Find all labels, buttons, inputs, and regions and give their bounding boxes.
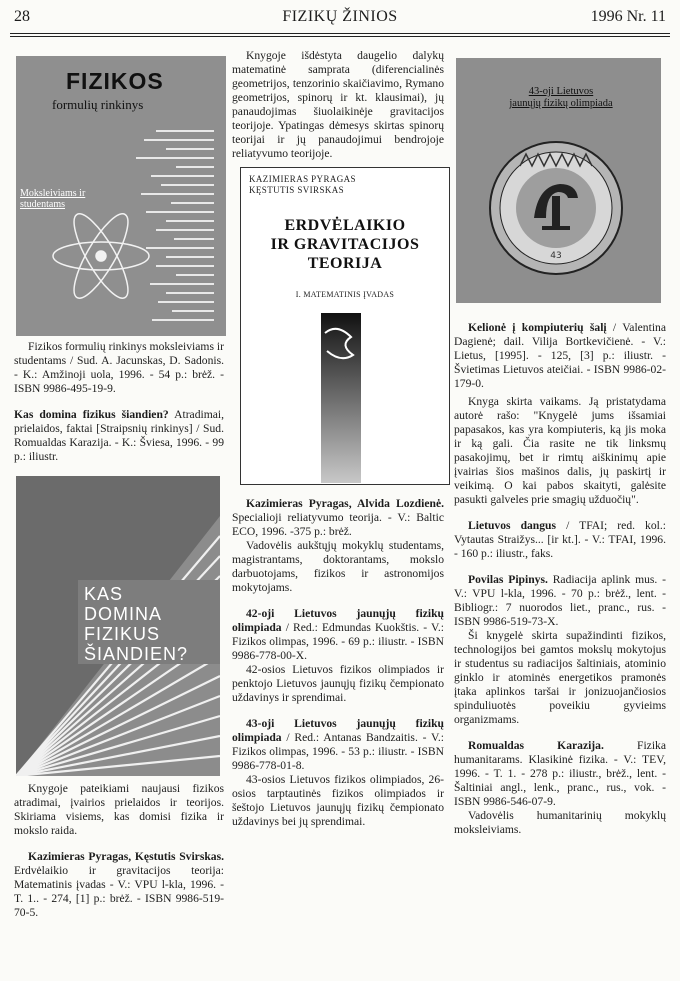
entry-details: / Valentina Dagienė; dail. Vilija Bortkevičienė. - V.: Lietus, [1995]. - 125, [3] p.: iliustr. - Švietimas Lietuvos ateičiai. - ISBN 9986-02-179-0. bbox=[454, 321, 666, 390]
entry-title: 43-oji Lietuvos jaunųjų fizikų olimpiada bbox=[232, 717, 444, 744]
entry-kelione bbox=[454, 321, 666, 391]
entry-43-olimpiada bbox=[232, 717, 444, 773]
entry-title: Lietuvos dangus bbox=[468, 519, 557, 532]
desc-42-olimpiada: 42-osios Lietuvos fizikos olimpiados ir penktojo Lietuvos jaunųjų fizikų čempionato uždavinys ir sprendimai. bbox=[232, 663, 444, 704]
cover-kas-domina bbox=[16, 476, 220, 776]
entry-karazija bbox=[454, 739, 666, 809]
column-left bbox=[14, 56, 224, 920]
entry-details: / Red.: Edmundas Kuokštis. - V.: Fizikos olimpas, 1996. - 69 p.: iliustr. - ISBN 9986-778-00-X. bbox=[232, 621, 444, 662]
page-number: 28 bbox=[14, 8, 30, 25]
entry-authors: Kazimieras Pyragas, Alvida Lozdienė. bbox=[246, 497, 444, 510]
column-right bbox=[454, 58, 666, 837]
cover-authors: KAZIMIERAS PYRAGAS KĘSTUTIS SVIRSKAS bbox=[249, 174, 356, 195]
olympiad-seal-icon bbox=[456, 58, 661, 303]
cover-art-tower bbox=[241, 303, 450, 485]
entry-fizikos-formuliu: Fizikos formulių rinkinys moksleiviams ir studentams / Sud. A. Jacunskas, D. Sadonis. - K.: Amžinoji uola, 1996. - 54 p.: brėž. - ISBN 9986-495-19-9. bbox=[14, 340, 224, 395]
entry-details: Specialioji reliatyvumo teorija. - V.: Baltic ECO, 1996. -375 p.: brėž. bbox=[232, 511, 444, 538]
cover-erdvelaikio bbox=[240, 167, 450, 485]
entry-details: / Red.: Antanas Bandzaitis. - V.: Fizikos olimpas, 1996. - 53 p.: iliustr. - ISBN 9986-778-01-8. bbox=[232, 731, 444, 772]
cover-43-olimpiada bbox=[456, 58, 661, 303]
cover-title: ERDVĖLAIKIO IR GRAVITACIJOS TEORIJA bbox=[270, 217, 420, 272]
column-middle bbox=[232, 49, 444, 829]
svg-text:43: 43 bbox=[550, 251, 562, 261]
desc-kas-domina: Knygoje pateikiami naujausi fizikos atradimai, įvairios prielaidos ir teorijos. Skiriama visiems, kas domisi fizika ir mokslo raida. bbox=[14, 782, 224, 837]
issue-label: 1996 Nr. 11 bbox=[590, 8, 666, 25]
entry-pyragas-svirskas bbox=[14, 850, 224, 920]
atom-icon bbox=[53, 207, 149, 304]
entry-title: Kas domina fizikus šiandien? bbox=[14, 408, 169, 421]
cover-title: FIZIKOS bbox=[66, 68, 164, 94]
entry-kas-domina bbox=[14, 408, 224, 464]
cover-title: 43-oji Lietuvos jaunųjų fizikų olimpiada bbox=[509, 86, 613, 109]
entry-pipinys bbox=[454, 573, 666, 629]
entry-details: Fizika humanitarams. Klasikinė fizika. - V.: TEV, 1996. - T. 1. - 278 p.: iliustr., brėž., lent. - Šaltiniai angl., lenk., pranc., rus., vok. - ISBN 9986-546-07-9. bbox=[454, 739, 666, 808]
header-rule-thin bbox=[10, 36, 670, 37]
header-rule bbox=[10, 33, 670, 34]
entry-details: / TFAI; red. kol.: Vytautas Straižys... [ir kt.]. - V.: TFAI, 1996. - 160 p.: iliustr., faks. bbox=[454, 519, 666, 560]
journal-title: FIZIKŲ ŽINIOS bbox=[282, 8, 398, 25]
entry-details: Erdvėlaikio ir gravitacijos teorija: Matematinis įvadas - V.: VPU l-kla, 1996. -T. 1.. - 274, [1] p.: brėž. - ISBN 9986-519-70-5. bbox=[14, 864, 224, 919]
entry-pyragas-lozdiene bbox=[232, 497, 444, 539]
running-header bbox=[14, 8, 666, 32]
desc-pipinys: Ši knygelė skirta supažindinti fizikos, technologijos bei gamtos mokslų mokytojus ir studentus su radiacijos šaltiniais, atominio ginklo ir atominės energetikos pramonės įtaka aplinkos taršai ir jonizuojančiosios spinduliuotės poveikiu gyvieims organizmams. bbox=[454, 629, 666, 726]
entry-authors: Kazimieras Pyragas, Kęstutis Svirskas. bbox=[28, 850, 224, 863]
desc-43-olimpiada: 43-osios Lietuvos fizikos olimpiados, 26-osios tarptautinės fizikos olimpiados ir šeštojo Lietuvos jaunųjų fizikų čempionato uždavinys bei jų sprendimai. bbox=[232, 773, 444, 828]
cover-subtitle: formulių rinkinys bbox=[52, 97, 144, 112]
desc-karazija: Vadovėlis humanitarinių mokyklų moksleiviams. bbox=[454, 809, 666, 836]
desc-kelione: Knyga skirta vaikams. Ją pristatydama autorė rašo: "Knygelė jums išsamiai papasakos, kas yra kompiuteris, ką jis moka ir ką gali. Čia rasite ne tik linksmų pasakojimų, bet ir rimtų aiškinimų apie įvairias šios mašinos dalis, jų paskirtį ir veikimą. O kai pabos skaityti, galėsite pasukti galveles prie smagių užduočių". bbox=[454, 395, 666, 506]
cover-corner-text: Moksleiviams ir studentams bbox=[20, 188, 86, 210]
cover-part: I. MATEMATINIS ĮVADAS bbox=[295, 290, 395, 299]
entry-title: 42-oji Lietuvos jaunųjų fizikų olimpiada bbox=[232, 607, 444, 634]
entry-details: Radiacija aplink mus. - V.: VPU l-kla, 1996. - 70 p.: brėž., lent. - Bibliogr.: 7 nuorodos liet., pranc., rus. - ISBN 9986-519-73-X. bbox=[454, 573, 666, 628]
desc-erdvelaikio: Knygoje išdėstyta daugelio dalykų matematinė samprata (diferencialinės geometrijos, tenzorinio skaičiavimo, Rymano geometrijos, spinorų ir kt. klausimai), jų panaudojimas šiuolaikinėje gravitacijos teorijoje. Ypatingas dėmesys skirtas spinorų teorijai ir jų panaudojimui bendrojoje reliatyvumo teorijoje. bbox=[232, 49, 444, 160]
cover-fizikos-formuliu bbox=[16, 56, 226, 336]
entry-details: Atradimai, prielaidos, faktai [Straipsnių rinkinys] / Sud. Romualdas Karazija. - K.: Šviesa, 1996. - 99 p.: iliustr. bbox=[14, 408, 224, 463]
cover-title: KAS DOMINA FIZIKUS ŠIANDIEN? bbox=[84, 584, 189, 664]
entry-42-olimpiada bbox=[232, 607, 444, 663]
entry-title: Kelionė į kompiuterių šalį bbox=[468, 321, 607, 334]
entry-authors: Romualdas Karazija. bbox=[468, 739, 604, 752]
entry-authors: Povilas Pipinys. bbox=[468, 573, 548, 586]
entry-lietuvos-dangus bbox=[454, 519, 666, 561]
desc-pyragas-lozdiene: Vadovėlis aukštųjų mokyklų studentams, magistrantams, doktorantams, mokslo darbuotojams, fizikos ir astronomijos mokytojams. bbox=[232, 539, 444, 594]
